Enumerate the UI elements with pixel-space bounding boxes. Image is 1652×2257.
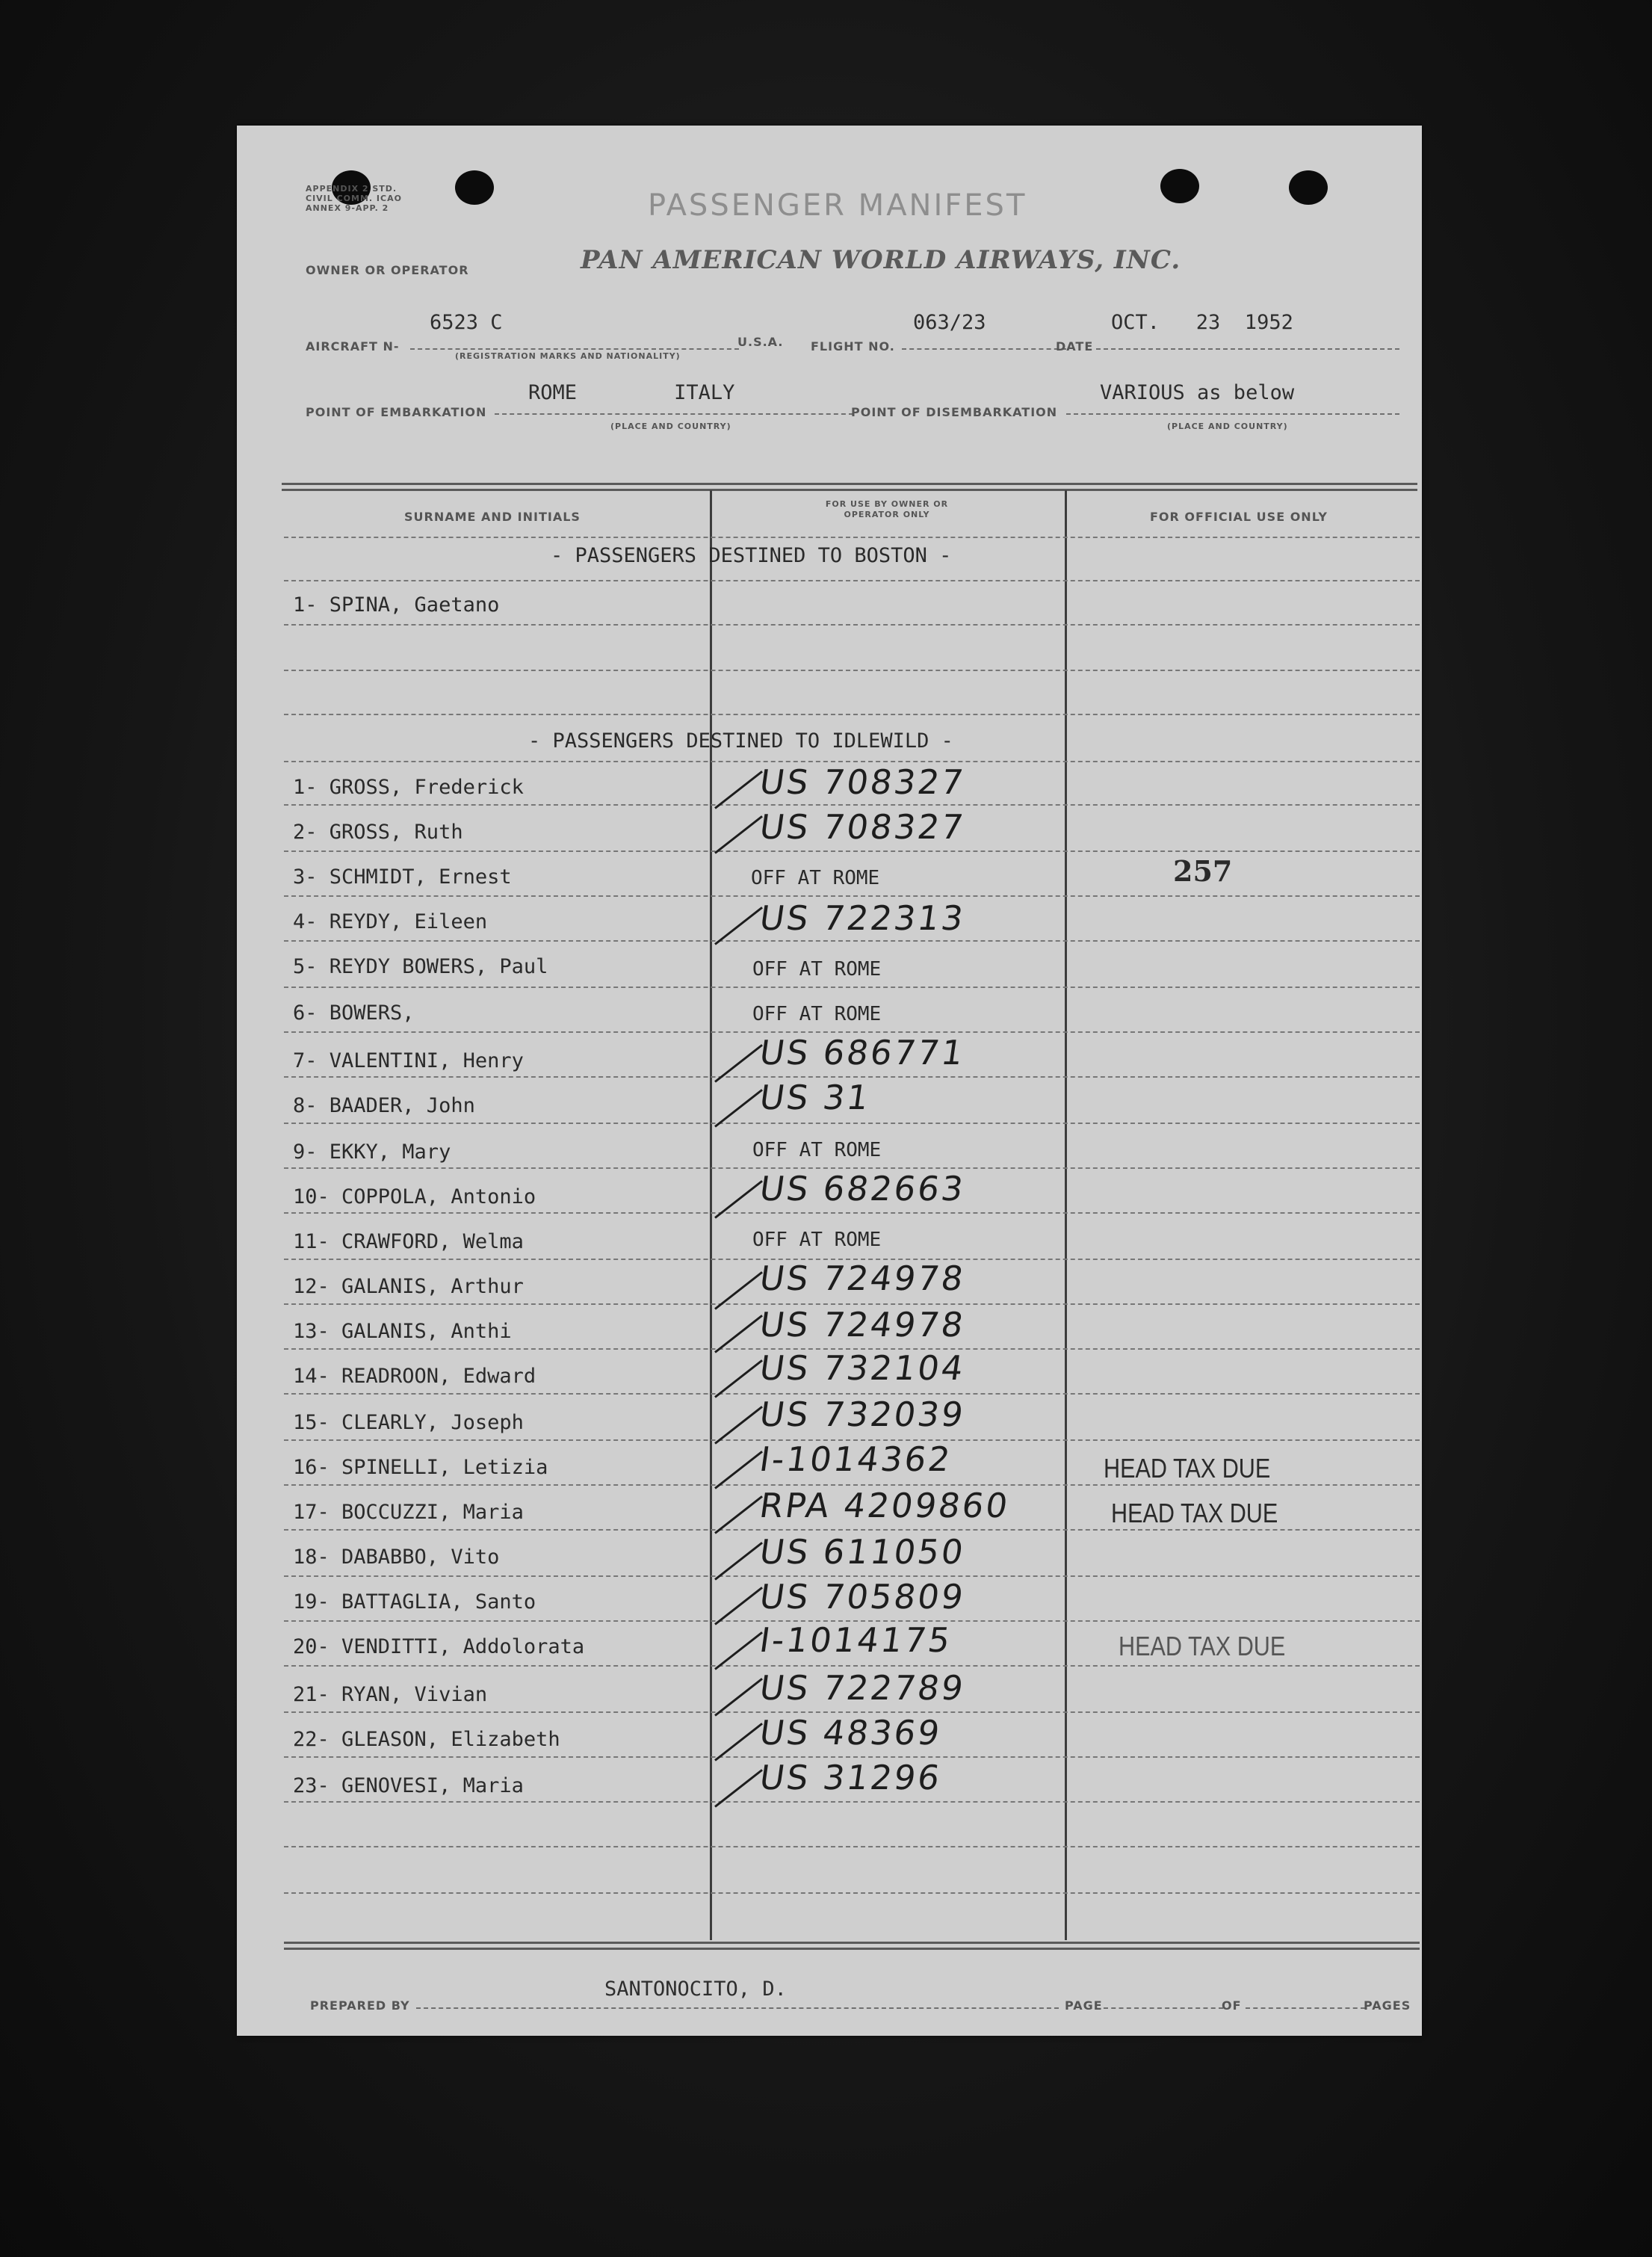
passport-number: I-1014175: [757, 1620, 955, 1660]
operator-name: PAN AMERICAN WORLD AIRWAYS, INC.: [581, 245, 1181, 275]
head-tax-stamp: HEAD TAX DUE: [1111, 1498, 1278, 1528]
passport-number: I-1014362: [757, 1439, 955, 1479]
passenger-name: 9- EKKY, Mary: [293, 1140, 451, 1164]
passport-number: US 611050: [757, 1532, 968, 1572]
passenger-name: 6- BOWERS,: [293, 1001, 415, 1025]
passport-number: US 31: [757, 1078, 873, 1117]
passenger-name: 23- GENOVESI, Maria: [293, 1774, 524, 1797]
flight-value: 063/23: [913, 311, 986, 334]
prepared-by: SANTONOCITO, D.: [604, 1977, 787, 2001]
punch-hole: [455, 170, 494, 205]
form-code: APPENDIX 2 STD. CIVIL COMM. ICAO ANNEX 9-APP. 2: [306, 184, 402, 213]
passenger-name: 7- VALENTINI, Henry: [293, 1049, 524, 1072]
official-number: 257: [1173, 854, 1233, 888]
section-boston: - PASSENGERS DESTINED TO BOSTON -: [551, 544, 952, 567]
passport-number: US 724978: [757, 1305, 968, 1344]
page-title: PASSENGER MANIFEST: [648, 188, 1027, 223]
manifest-sheet: [237, 126, 1422, 2036]
flight-label: FLIGHT NO.: [811, 339, 895, 353]
punch-hole: [1289, 170, 1328, 205]
section-idlewild: - PASSENGERS DESTINED TO IDLEWILD -: [528, 729, 953, 753]
passenger-name: 3- SCHMIDT, Ernest: [293, 865, 512, 889]
boston-passenger: 1- SPINA, Gaetano: [293, 593, 500, 617]
column-header-surname: SURNAME AND INITIALS: [404, 510, 581, 524]
passenger-name: 18- DABABBO, Vito: [293, 1546, 500, 1569]
passport-number: US 708327: [757, 762, 968, 802]
passenger-name: 22- GLEASON, Elizabeth: [293, 1728, 560, 1751]
embark-label: POINT OF EMBARKATION: [306, 405, 487, 419]
passport-number: RPA 4209860: [757, 1486, 1012, 1525]
passenger-name: 20- VENDITTI, Addolorata: [293, 1635, 585, 1658]
registration-note: (REGISTRATION MARKS AND NATIONALITY): [455, 351, 681, 361]
passport-number: US 722789: [757, 1668, 968, 1708]
usa-label: U.S.A.: [737, 335, 784, 349]
column-header-official: FOR OFFICIAL USE ONLY: [1150, 510, 1328, 524]
passenger-name: 4- REYDY, Eileen: [293, 910, 488, 933]
passenger-name: 17- BOCCUZZI, Maria: [293, 1501, 524, 1524]
passenger-name: 5- REYDY BOWERS, Paul: [293, 955, 548, 978]
embark-place-note: (PLACE AND COUNTRY): [610, 422, 731, 431]
passport-number: US 682663: [757, 1169, 968, 1208]
passenger-note: OFF AT ROME: [752, 1003, 882, 1025]
passenger-name: 21- RYAN, Vivian: [293, 1683, 488, 1706]
owner-label: OWNER OR OPERATOR: [306, 263, 469, 277]
passport-number: US 686771: [757, 1033, 968, 1072]
passenger-name: 1- GROSS, Frederick: [293, 776, 524, 799]
passport-number: US 48369: [757, 1713, 944, 1753]
passport-number: US 705809: [757, 1577, 968, 1617]
of-label: OF: [1222, 1998, 1242, 2013]
passenger-name: 2- GROSS, Ruth: [293, 821, 463, 844]
passenger-name: 11- CRAWFORD, Welma: [293, 1230, 524, 1253]
passenger-note: OFF AT ROME: [752, 1229, 882, 1251]
passport-number: US 732039: [757, 1395, 968, 1434]
page-label: PAGE: [1065, 1998, 1103, 2013]
embark-value: ROME ITALY: [528, 381, 735, 404]
passenger-name: 15- CLEARLY, Joseph: [293, 1411, 524, 1434]
passport-number: US 732104: [757, 1348, 968, 1388]
aircraft-label: AIRCRAFT N-: [306, 339, 400, 353]
passport-number: US 724978: [757, 1259, 968, 1298]
head-tax-stamp: HEAD TAX DUE: [1104, 1453, 1271, 1483]
passport-number: US 722313: [757, 898, 968, 938]
column-divider: [1065, 490, 1067, 1940]
prepared-label: PREPARED BY: [310, 1998, 410, 2013]
head-tax-stamp: HEAD TAX DUE: [1119, 1631, 1286, 1661]
passenger-name: 19- BATTAGLIA, Santo: [293, 1590, 536, 1614]
column-divider: [710, 490, 712, 1940]
date-value: OCT. 23 1952: [1111, 311, 1293, 334]
passport-number: US 31296: [757, 1758, 944, 1797]
date-label: DATE: [1056, 339, 1094, 353]
aircraft-value: 6523 C: [430, 311, 503, 334]
passenger-name: 8- BAADER, John: [293, 1094, 475, 1117]
disembark-place-note: (PLACE AND COUNTRY): [1167, 422, 1288, 431]
disembark-value: VARIOUS as below: [1100, 381, 1295, 404]
passenger-name: 10- COPPOLA, Antonio: [293, 1185, 536, 1208]
passenger-note: OFF AT ROME: [752, 1139, 882, 1161]
passenger-note: OFF AT ROME: [751, 867, 880, 889]
passenger-name: 12- GALANIS, Arthur: [293, 1275, 524, 1298]
pages-label: PAGES: [1364, 1998, 1411, 2013]
passenger-name: 16- SPINELLI, Letizia: [293, 1456, 548, 1479]
passenger-name: 13- GALANIS, Anthi: [293, 1320, 512, 1343]
passenger-note: OFF AT ROME: [752, 958, 882, 981]
disembark-label: POINT OF DISEMBARKATION: [851, 405, 1058, 419]
punch-hole: [1160, 169, 1199, 203]
passport-number: US 708327: [757, 807, 968, 847]
column-header-owner-use: FOR USE BY OWNER OR OPERATOR ONLY: [825, 499, 949, 519]
passenger-name: 14- READROON, Edward: [293, 1365, 536, 1388]
